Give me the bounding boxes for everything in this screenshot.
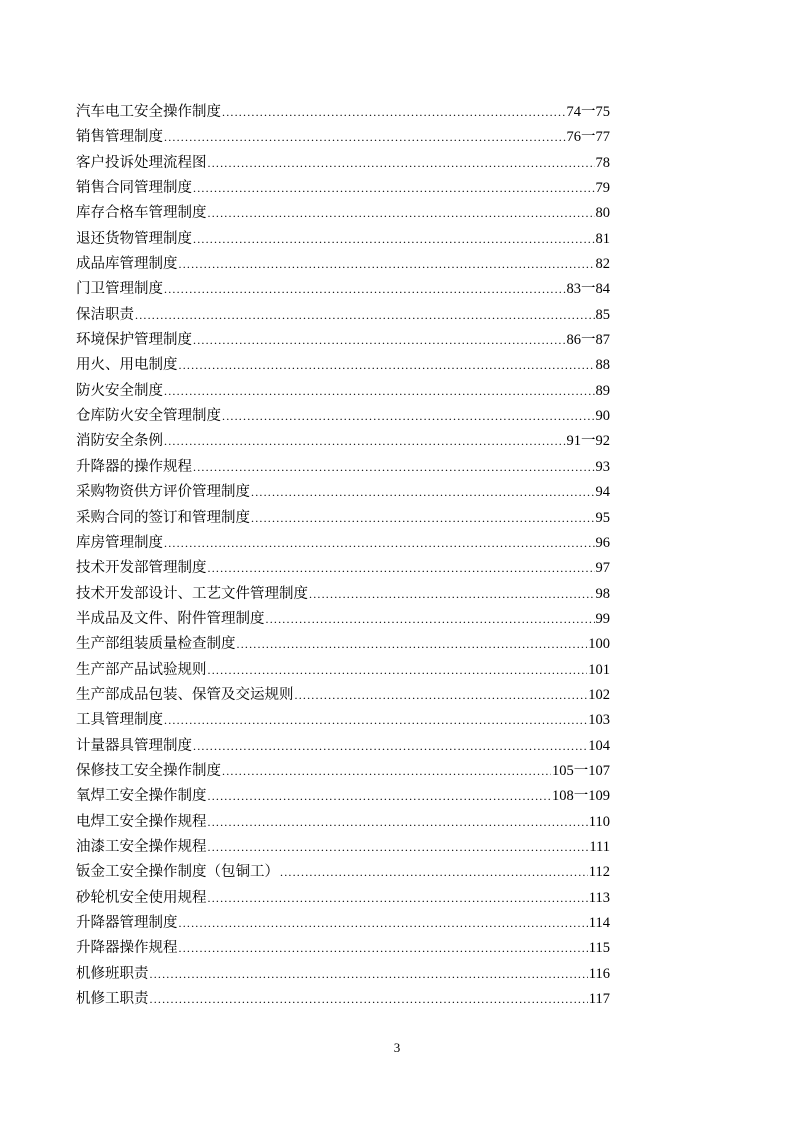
page-number: 3 — [393, 1040, 401, 1055]
toc-entry-title: 消防安全条例 — [76, 433, 163, 450]
toc-entry[interactable] — [76, 455, 610, 480]
toc-entry-page: 88 — [595, 357, 610, 374]
toc-entry[interactable] — [76, 810, 610, 835]
toc-entry-page: 81 — [595, 230, 610, 247]
toc-entry-title: 机修班职责 — [76, 965, 149, 982]
toc-entry-page: 114 — [588, 915, 610, 931]
toc-entry-page: 83一84 — [566, 281, 610, 298]
toc-entry-title: 环境保护管理制度 — [76, 332, 192, 349]
toc-dot-leader — [179, 353, 595, 378]
toc-entry-title: 防火安全制度 — [76, 382, 163, 399]
toc-entry-title: 采购合同的签订和管理制度 — [76, 509, 250, 526]
toc-entry-page: 99 — [595, 610, 610, 627]
toc-entry-title: 升降器的操作规程 — [76, 458, 192, 475]
toc-entry-title: 机修工职责 — [76, 991, 149, 1008]
toc-entry[interactable] — [76, 860, 610, 885]
toc-entry-page: 100 — [588, 636, 610, 653]
toc-dot-leader — [164, 708, 587, 733]
toc-entry-title: 销售管理制度 — [76, 129, 163, 146]
toc-entry-page: 117 — [588, 991, 610, 1008]
toc-entry[interactable] — [76, 277, 610, 302]
toc-entry-title: 用火、用电制度 — [76, 357, 178, 374]
toc-entry-page: 76一77 — [566, 129, 610, 146]
toc-dot-leader — [164, 125, 566, 150]
toc-entry-page: 97 — [595, 560, 610, 577]
toc-entry[interactable] — [76, 734, 610, 759]
toc-entry-title: 生产部组装质量检查制度 — [76, 636, 236, 653]
toc-entry[interactable] — [76, 531, 610, 556]
toc-dot-leader — [222, 759, 551, 784]
toc-entry-title: 库存合格车管理制度 — [76, 205, 207, 222]
toc-entry-page: 108一109 — [552, 788, 610, 805]
toc-entry-page: 86一87 — [566, 332, 610, 349]
toc-entry-page: 113 — [588, 889, 610, 906]
toc-dot-leader — [164, 379, 595, 404]
toc-entry[interactable] — [76, 911, 610, 936]
toc-entry-page: 82 — [595, 256, 610, 273]
toc-dot-leader — [164, 531, 595, 556]
toc-entry[interactable] — [76, 784, 610, 809]
toc-entry[interactable] — [76, 429, 610, 454]
toc-dot-leader — [179, 252, 595, 277]
toc-dot-leader — [266, 607, 595, 632]
toc-entry[interactable] — [76, 987, 610, 1012]
toc-entry-title: 升降器管理制度 — [76, 915, 178, 931]
toc-entry-page: 101 — [588, 661, 610, 678]
toc-entry[interactable] — [76, 506, 610, 531]
toc-entry-page: 96 — [595, 534, 610, 551]
toc-dot-leader — [193, 455, 595, 480]
toc-entry[interactable] — [76, 683, 610, 708]
toc-entry-page: 98 — [595, 585, 610, 602]
toc-dot-leader — [251, 480, 595, 505]
toc-entry-page: 95 — [595, 509, 610, 526]
toc-entry-page: 110 — [588, 813, 610, 830]
toc-dot-leader — [222, 404, 595, 429]
toc-entry-title: 退还货物管理制度 — [76, 230, 192, 247]
toc-dot-leader — [193, 227, 595, 252]
toc-entry[interactable] — [76, 404, 610, 429]
toc-entry[interactable] — [76, 151, 610, 176]
toc-entry-title: 砂轮机安全使用规程 — [76, 889, 207, 906]
toc-entry-title: 半成品及文件、附件管理制度 — [76, 610, 265, 627]
toc-entry-page: 102 — [588, 686, 610, 703]
toc-dot-leader — [164, 277, 566, 302]
toc-dot-leader — [193, 734, 587, 759]
toc-dot-leader — [222, 100, 566, 125]
toc-entry-page: 115 — [588, 940, 610, 957]
toc-entry[interactable] — [76, 328, 610, 353]
table-of-contents — [76, 100, 610, 1012]
toc-entry-page: 74一75 — [566, 104, 610, 120]
toc-entry-title: 销售合同管理制度 — [76, 180, 192, 197]
toc-entry-title: 氧焊工安全操作制度 — [76, 788, 207, 805]
toc-entry-title: 工具管理制度 — [76, 712, 163, 729]
toc-entry-page: 78 — [595, 154, 610, 171]
toc-entry[interactable] — [76, 176, 610, 201]
toc-dot-leader — [208, 556, 595, 581]
toc-dot-leader — [179, 911, 588, 936]
toc-entry[interactable] — [76, 658, 610, 683]
toc-entry-page: 90 — [595, 408, 610, 425]
toc-entry-title: 成品库管理制度 — [76, 256, 178, 273]
toc-entry[interactable] — [76, 303, 610, 328]
toc-entry-page: 105一107 — [552, 762, 610, 779]
toc-entry-title: 技术开发部设计、工艺文件管理制度 — [76, 585, 308, 602]
toc-entry-title: 库房管理制度 — [76, 534, 163, 551]
toc-entry-title: 生产部成品包装、保管及交运规则 — [76, 686, 294, 703]
toc-entry[interactable] — [76, 835, 610, 860]
toc-entry-title: 技术开发部管理制度 — [76, 560, 207, 577]
toc-dot-leader — [280, 860, 588, 885]
toc-entry-page: 85 — [595, 306, 610, 323]
toc-dot-leader — [208, 886, 588, 911]
toc-entry-title: 升降器操作规程 — [76, 940, 178, 957]
toc-entry-page: 103 — [588, 712, 610, 729]
toc-entry[interactable] — [76, 962, 610, 987]
toc-entry-page: 93 — [595, 458, 610, 475]
toc-entry[interactable] — [76, 100, 610, 125]
toc-entry-title: 保修技工安全操作制度 — [76, 762, 221, 779]
toc-entry-page: 91一92 — [566, 433, 610, 450]
toc-entry[interactable] — [76, 708, 610, 733]
toc-dot-leader — [237, 632, 588, 657]
toc-entry[interactable] — [76, 227, 610, 252]
toc-dot-leader — [179, 936, 588, 961]
toc-entry[interactable] — [76, 125, 610, 150]
toc-entry-page: 79 — [595, 180, 610, 197]
toc-dot-leader — [208, 658, 588, 683]
toc-entry-title: 汽车电工安全操作制度 — [76, 104, 221, 120]
toc-entry-title: 仓库防火安全管理制度 — [76, 408, 221, 425]
toc-entry[interactable] — [76, 252, 610, 277]
toc-entry-page: 116 — [588, 965, 610, 982]
toc-entry[interactable] — [76, 379, 610, 404]
toc-entry[interactable] — [76, 556, 610, 581]
toc-entry[interactable] — [76, 936, 610, 961]
toc-entry-page: 94 — [595, 484, 610, 501]
toc-entry[interactable] — [76, 353, 610, 378]
toc-dot-leader — [193, 176, 595, 201]
toc-entry-title: 钣金工安全操作制度（包铜工） — [76, 864, 279, 881]
toc-dot-leader — [208, 784, 552, 809]
toc-dot-leader — [150, 962, 588, 987]
toc-dot-leader — [208, 151, 595, 176]
toc-dot-leader — [208, 201, 595, 226]
toc-entry-page: 112 — [588, 864, 610, 881]
toc-entry[interactable] — [76, 607, 610, 632]
toc-entry-page: 111 — [589, 838, 610, 855]
toc-dot-leader — [150, 987, 588, 1012]
toc-entry[interactable] — [76, 886, 610, 911]
toc-entry-title: 门卫管理制度 — [76, 281, 163, 298]
toc-dot-leader — [164, 429, 566, 454]
toc-dot-leader — [135, 303, 595, 328]
toc-entry[interactable] — [76, 582, 610, 607]
toc-entry-title: 生产部产品试验规则 — [76, 661, 207, 678]
toc-dot-leader — [251, 506, 595, 531]
toc-dot-leader — [295, 683, 588, 708]
toc-entry-title: 油漆工安全操作规程 — [76, 838, 207, 855]
toc-dot-leader — [193, 328, 566, 353]
toc-entry[interactable] — [76, 759, 610, 784]
toc-entry[interactable] — [76, 201, 610, 226]
toc-entry-page: 80 — [595, 205, 610, 222]
toc-entry-page: 89 — [595, 382, 610, 399]
toc-entry-title: 电焊工安全操作规程 — [76, 813, 207, 830]
toc-entry-title: 客户投诉处理流程图 — [76, 154, 207, 171]
toc-dot-leader — [208, 835, 589, 860]
toc-entry-title: 采购物资供方评价管理制度 — [76, 484, 250, 501]
toc-entry-title: 计量器具管理制度 — [76, 737, 192, 754]
toc-entry-page: 104 — [588, 737, 610, 754]
toc-entry[interactable] — [76, 632, 610, 657]
toc-dot-leader — [309, 582, 595, 607]
toc-dot-leader — [208, 810, 588, 835]
toc-entry[interactable] — [76, 480, 610, 505]
toc-entry-title: 保洁职责 — [76, 306, 134, 323]
